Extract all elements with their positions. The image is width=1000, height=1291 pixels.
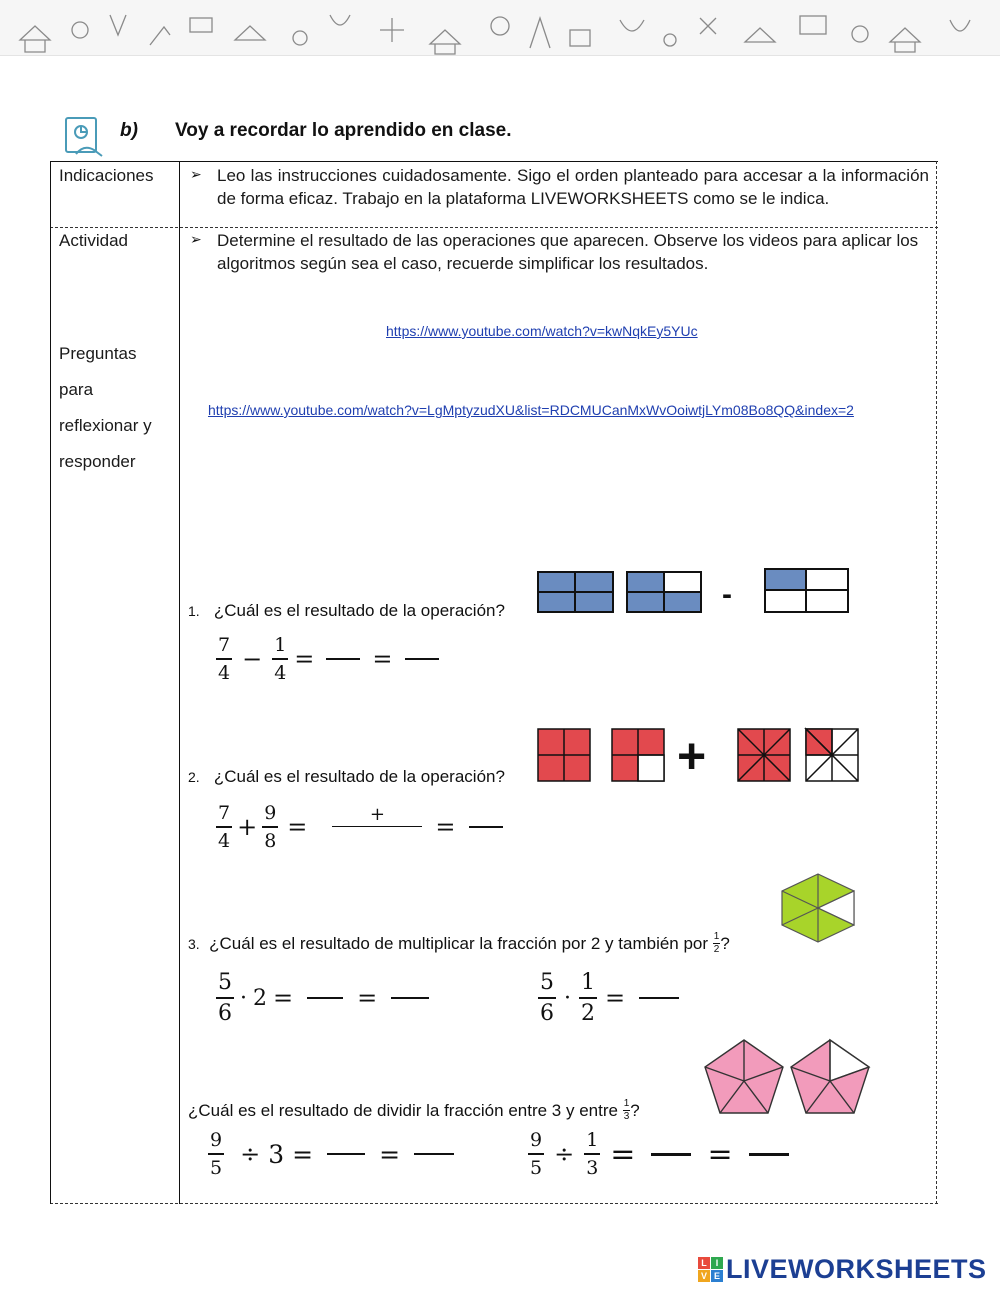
logo-badge-letter: V (698, 1270, 710, 1282)
q4-question-mark: ? (630, 1100, 640, 1120)
q4-equals-sign: = (379, 1139, 401, 1169)
table-border-mid (50, 227, 938, 228)
q2-equals-sign: = (435, 813, 456, 842)
table-border-left (50, 161, 51, 1204)
actividad-text: Determine el resultado de las operaciones que aparecen. Observe los videos para aplicar los algoritmos según sea el caso, recuerde simplificar los resultados. (217, 231, 919, 273)
q1-number: 1. (188, 603, 200, 619)
q4-left-expression (208, 1131, 454, 1178)
q4-left-divide: ÷ (240, 1140, 261, 1169)
q3-left-expression (216, 972, 429, 1025)
q2-number: 2. (188, 769, 200, 785)
q2-answer-fraction[interactable]: + (332, 806, 422, 850)
q3-right-answer-blank[interactable] (639, 997, 679, 999)
q1-expression (216, 636, 439, 683)
q1-equals-sign: = (372, 645, 393, 674)
q3-text: ¿Cuál es el resultado de multiplicar la fracción por 2 y también por (209, 933, 709, 953)
logo-text: LIVEWORKSHEETS (726, 1254, 987, 1284)
q4-right-divide: ÷ (554, 1140, 575, 1169)
q4-right-expression (528, 1131, 789, 1178)
q3-question-mark: ? (720, 933, 730, 953)
table-border-divider (179, 161, 180, 1204)
liveworksheets-logo[interactable] (698, 1256, 987, 1283)
q1-answer-blank[interactable] (326, 658, 360, 660)
q1-fraction-visual (536, 568, 856, 618)
q3-left-answer-blank[interactable] (307, 997, 343, 999)
q3-equals-sign: = (357, 984, 378, 1013)
section-title: Voy a recordar lo aprendido en clase. (175, 120, 512, 141)
q3-right-expression (538, 972, 679, 1025)
reflection-label-line: Preguntas (59, 344, 137, 363)
q2-expression (216, 804, 503, 851)
q3-right-dot: · (564, 985, 571, 1011)
q1-fraction-b: $\frac{1}{4}$ (274, 634, 287, 684)
q3-left-factor: 2 (253, 985, 267, 1011)
q4-left-divisor: 3 (268, 1139, 285, 1169)
q4-equals-sign: = (610, 1136, 636, 1172)
q2-equals-sign: = (287, 813, 308, 842)
q4-text: ¿Cuál es el resultado de dividir la fracción entre 3 y entre (188, 1100, 618, 1120)
q3-left-simplified-blank[interactable] (391, 997, 429, 999)
q4-third-fraction: $\frac{1}{3}$ (623, 1098, 630, 1122)
q1-visual-operator: - (722, 578, 732, 611)
q4-right-answer-blank[interactable] (651, 1153, 691, 1156)
logo-badge-letter: I (711, 1257, 723, 1269)
video-link-2[interactable]: https://www.youtube.com/watch?v=LgMptyzudXU&list=RDCMUCanMxWvOoiwtjLYm08Bo8QQ&index=2 (208, 402, 854, 418)
reflection-label-line: reflexionar y (59, 416, 152, 435)
q4-left-answer-blank[interactable] (327, 1153, 365, 1155)
q4-right-simplified-blank[interactable] (749, 1153, 789, 1156)
reflection-label-line: para (59, 380, 94, 399)
q1-text: ¿Cuál es el resultado de la operación? (213, 601, 505, 620)
q1-minus-sign: − (242, 645, 263, 674)
q2-fraction-b: $\frac{9}{8}$ (264, 802, 277, 852)
actividad-label: Actividad (59, 231, 128, 250)
q1-simplified-blank[interactable] (405, 658, 439, 660)
q3-hexagon-visual (780, 872, 856, 944)
q3-number: 3. (188, 935, 200, 952)
q4-pentagon-visual (702, 1036, 874, 1118)
video-link-1[interactable]: https://www.youtube.com/watch?v=kwNqkEy5YUc (386, 323, 698, 339)
table-border-right (936, 161, 937, 1204)
q4-left-simplified-blank[interactable] (414, 1153, 454, 1155)
q3-prompt (188, 932, 730, 955)
q4-prompt (188, 1099, 640, 1122)
q3-left-dot: · (240, 985, 247, 1011)
reflection-label (59, 336, 152, 480)
q2-text: ¿Cuál es el resultado de la operación? (213, 767, 505, 786)
bullet-arrow-icon: ➢ (190, 166, 202, 182)
q3-right-fraction: $\frac{5}{6}$ (540, 970, 554, 1026)
q2-plus-sign: + (237, 813, 258, 842)
q3-half-factor: $\frac{1}{2}$ (581, 970, 595, 1026)
q2-visual-operator: + (677, 728, 707, 784)
logo-badge-letter: E (711, 1270, 723, 1282)
q1-equals-sign: = (294, 645, 315, 674)
q4-equals-sign: = (707, 1136, 733, 1172)
section-marker: b) (120, 120, 138, 141)
q3-half-fraction: $\frac{1}{2}$ (713, 931, 720, 955)
q2-simplified-blank[interactable] (469, 826, 503, 828)
indicaciones-text: Leo las instrucciones cuidadosamente. Sigo el orden planteado para accesar a la información de forma eficaz. Trabajo en la plataforma LIVEWORKSHEETS como se le indica. (217, 166, 929, 208)
q4-third-divisor: $\frac{1}{3}$ (586, 1129, 599, 1179)
q3-equals-sign: = (605, 984, 626, 1013)
q1-prompt (188, 601, 505, 621)
q2-prompt (188, 767, 505, 787)
logo-badge-letter: L (698, 1257, 710, 1269)
q2-fraction-a: $\frac{7}{4}$ (218, 802, 231, 852)
q4-left-fraction: $\frac{9}{5}$ (210, 1129, 223, 1179)
doodle-banner (0, 0, 1000, 56)
doodle-pattern-graphic (0, 0, 1000, 56)
indicaciones-label: Indicaciones (59, 166, 154, 185)
q4-right-fraction: $\frac{9}{5}$ (530, 1129, 543, 1179)
reflection-icon (62, 114, 106, 162)
q4-equals-sign: = (292, 1139, 314, 1169)
table-border-bottom (50, 1203, 938, 1204)
q1-fraction-a: $\frac{7}{4}$ (218, 634, 231, 684)
q3-equals-sign: = (273, 984, 294, 1013)
bullet-arrow-icon: ➢ (190, 231, 202, 247)
logo-badge-icon (698, 1257, 723, 1282)
table-border-top (50, 161, 938, 162)
reflection-label-line: responder (59, 452, 136, 471)
q3-left-fraction: $\frac{5}{6}$ (218, 970, 232, 1026)
